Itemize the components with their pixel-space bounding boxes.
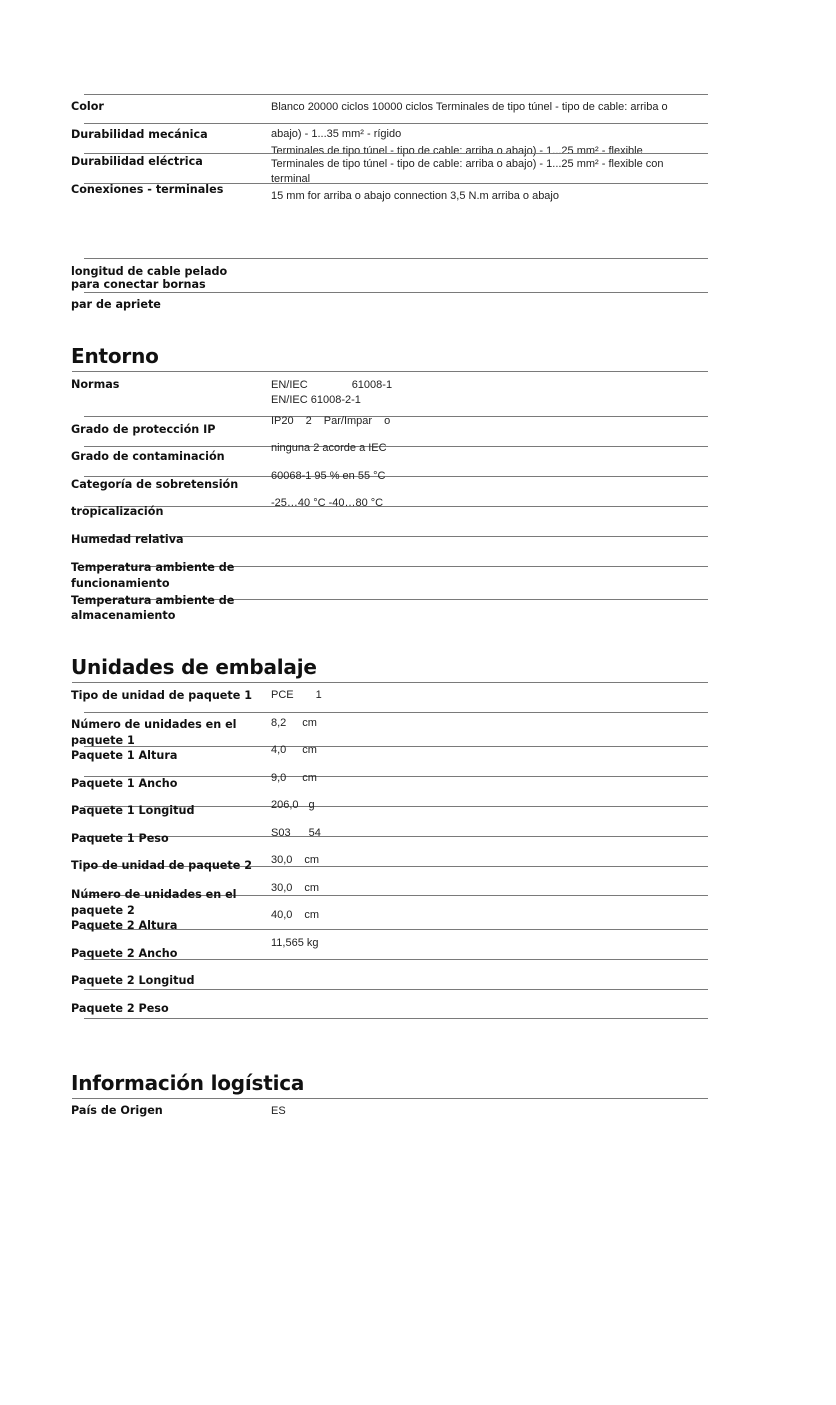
general-value-line-4: Terminales de tipo túnel - tipo de cable: arriba o abajo) - 1...25 mm² - flexible con xyxy=(271,158,664,170)
standards-value xyxy=(271,379,701,392)
package-value-1 xyxy=(271,689,701,702)
section-title-entorno: Entorno xyxy=(71,344,159,368)
package-value-6 xyxy=(271,827,701,840)
package1-length-label: Paquete 1 Longitud xyxy=(71,804,195,817)
storage-temperature-label: Temperatura ambiente de almacenamiento xyxy=(71,594,235,622)
package-value-7-a: 30,0 xyxy=(271,854,293,866)
standards-label: Normas xyxy=(71,378,120,391)
package2-width-label: Paquete 2 Ancho xyxy=(71,947,178,960)
package-value-3 xyxy=(271,744,701,757)
row-divider xyxy=(84,258,708,259)
general-value-line-5: terminal xyxy=(271,173,311,185)
ip-value-c: Par/Impar xyxy=(323,415,373,427)
package-value-8 xyxy=(271,882,701,895)
package-value-4-a: 9,0 xyxy=(271,772,287,784)
general-value-line-2: abajo) - 1...35 mm² - rígido xyxy=(271,128,402,140)
package-value-5-b: g xyxy=(308,799,315,811)
package-value-9-a: 40,0 xyxy=(271,909,293,921)
package-value-9-b: cm xyxy=(304,909,320,921)
package1-height-label: Paquete 1 Altura xyxy=(71,749,178,762)
package-value-3-a: 4,0 xyxy=(271,744,287,756)
row-divider xyxy=(84,153,708,154)
package1-weight-label: Paquete 1 Peso xyxy=(71,832,169,845)
package2-length-label: Paquete 2 Longitud xyxy=(71,974,195,987)
ip-protection-label: Grado de protección IP xyxy=(71,423,216,436)
section-title-embalaje: Unidades de embalaje xyxy=(71,655,317,679)
general-value-line-1: Blanco 20000 ciclos 10000 ciclos Terminales de tipo túnel - tipo de cable: arriba o xyxy=(271,101,668,113)
package-value-5 xyxy=(271,799,701,812)
electrical-durability-label: Durabilidad eléctrica xyxy=(71,155,203,168)
package1-width-label: Paquete 1 Ancho xyxy=(71,777,178,790)
package-value-8-b: cm xyxy=(304,882,320,894)
country-of-origin-label: País de Origen xyxy=(71,1104,163,1117)
tightening-torque-label: par de apriete xyxy=(71,298,161,311)
environment-value-line-5: -25…40 °C -40…80 °C xyxy=(271,497,384,509)
package-value-3-b: cm xyxy=(302,744,317,756)
package1-units-label: Número de unidades en el paquete 1 xyxy=(71,718,237,747)
package2-unit-type-label: Tipo de unidad de paquete 2 xyxy=(71,859,252,872)
country-of-origin-value: ES xyxy=(271,1105,286,1117)
standards-value-a: EN/IEC xyxy=(271,379,308,391)
environment-value-line-3: ninguna 2 acorde a IEC xyxy=(271,442,387,454)
environment-value-line-4: 60068-1 95 % en 55 °C xyxy=(271,470,386,482)
ip-value xyxy=(271,415,701,428)
package-value-4 xyxy=(271,772,701,785)
ip-value-b: 2 xyxy=(305,415,312,427)
package-value-8-a: 30,0 xyxy=(271,882,293,894)
row-divider xyxy=(84,123,708,124)
pollution-degree-label: Grado de contaminación xyxy=(71,450,225,463)
overvoltage-category-label: Categoría de sobretensión xyxy=(71,478,239,491)
row-divider xyxy=(84,1018,708,1019)
relative-humidity-label: Humedad relativa xyxy=(71,533,184,546)
row-divider xyxy=(84,94,708,95)
package-value-10: 11,565 kg xyxy=(271,937,319,949)
package2-units-label: Número de unidades en el paquete 2 xyxy=(71,888,237,917)
package-value-4-b: cm xyxy=(302,772,317,784)
stripped-wire-length-label: longitud de cable pelado para conectar bornas xyxy=(71,265,228,291)
general-value-line-3: Terminales de tipo túnel - tipo de cable: arriba o abajo) - 1...25 mm² - flexible xyxy=(271,145,643,157)
section-divider xyxy=(72,1098,708,1099)
package-value-1-b: 1 xyxy=(315,689,322,701)
row-divider xyxy=(84,292,708,293)
row-divider xyxy=(84,989,708,990)
standards-value-c: EN/IEC 61008-2-1 xyxy=(271,394,361,406)
package1-unit-type-label: Tipo de unidad de paquete 1 xyxy=(71,689,252,702)
package2-height-label: Paquete 2 Altura xyxy=(71,919,178,932)
general-value-line-6: 15 mm for arriba o abajo connection 3,5 N.m arriba o abajo xyxy=(271,190,559,202)
package-value-2-b: cm xyxy=(302,717,317,729)
package2-weight-label: Paquete 2 Peso xyxy=(71,1002,169,1015)
ip-value-d: o xyxy=(384,415,391,427)
color-label: Color xyxy=(71,100,104,113)
section-divider xyxy=(72,682,708,683)
standards-value-b: 61008-1 xyxy=(351,379,393,391)
package-value-6-a: S03 xyxy=(271,827,291,839)
row-divider xyxy=(84,712,708,713)
section-divider xyxy=(72,371,708,372)
package-value-2 xyxy=(271,717,701,730)
package-value-2-a: 8,2 xyxy=(271,717,287,729)
ip-value-a: IP20 xyxy=(271,415,294,427)
package-value-5-a: 206,0 xyxy=(271,799,299,811)
mechanical-durability-label: Durabilidad mecánica xyxy=(71,128,208,141)
operating-temperature-label: Temperatura ambiente de funcionamiento xyxy=(71,561,235,590)
tropicalization-label: tropicalización xyxy=(71,505,164,518)
package-value-6-b: 54 xyxy=(308,827,321,839)
package-value-7-b: cm xyxy=(304,854,320,866)
section-title-logistica: Información logística xyxy=(71,1071,305,1095)
connections-terminals-label: Conexiones - terminales xyxy=(71,183,224,196)
package-value-7 xyxy=(271,854,701,867)
package-value-1-a: PCE xyxy=(271,689,294,701)
package-value-9 xyxy=(271,909,701,922)
